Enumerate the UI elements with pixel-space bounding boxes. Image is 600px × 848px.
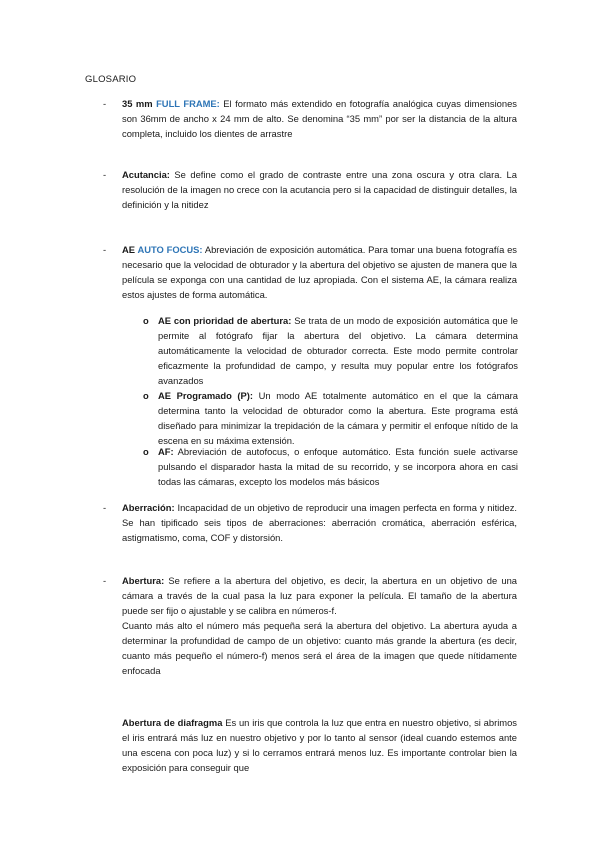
- sub-bullet: o: [143, 446, 149, 457]
- list-dash: -: [103, 169, 107, 180]
- term-label: Abertura:: [122, 575, 165, 586]
- definition-text: Abreviación de autofocus, o enfoque automático. Esta función suele activarse pulsando el disparador hasta la mitad de su recorrido, y se incorpora ahora en casi todas las cámaras, excepto los modelos más básicos: [158, 446, 518, 487]
- term-label: Aberración:: [122, 502, 175, 513]
- term-highlight: FULL FRAME:: [156, 98, 220, 109]
- definition-text: Se refiere a la abertura del objetivo, es decir, la abertura en un objetivo de una cámara a través de la cual pasa la luz para exponer la película. El tamaño de la abertura puede ser fijo o ajustable y se calibra en números-f.: [122, 575, 517, 616]
- term-label: Acutancia:: [122, 169, 170, 180]
- term-label: AE con prioridad de abertura:: [158, 315, 292, 326]
- entry-abertura-diafragma: [122, 715, 517, 775]
- definition-text-continued: Cuanto más alto el número más pequeña será la abertura del objetivo. La abertura ayuda a determinar la profundidad de campo de un objetivo: cuanto más grande la abertura (es decir, cuanto más pequeño el número-f) menos será el área de la imagen que quede nítidamente enfocada: [122, 620, 517, 676]
- definition-text: Un modo AE totalmente automático en el que la cámara determina tanto la velocidad de obturador como la abertura. Este programa está diseñado para minimizar la trepidación de la cámara y permitir el enfoque nítido de la escena en su máxima extensión.: [158, 390, 519, 446]
- definition-text: Abreviación de exposición automática. Para tomar una buena fotografía es necesario que la velocidad de obturador y la abertura del objetivo se ajusten de manera que la película se exponga con una cantidad de luz apropiada. Con el sistema AE, la cámara realiza estos ajustes de forma automática.: [122, 244, 517, 300]
- entry-acutancia: [122, 167, 517, 212]
- term-label: AF:: [158, 446, 174, 457]
- definition-text: Se define como el grado de contraste entre una zona oscura y otra clara. La resolución de la imagen no crece con la acutancia pero si la capacidad de distinguir detalles, la definición y la nitidez: [122, 169, 517, 210]
- sub-entry-ae-prioridad: [158, 313, 518, 388]
- list-dash: -: [103, 502, 107, 513]
- entry-ae-auto-focus: [122, 242, 517, 302]
- page-title: GLOSARIO: [85, 74, 137, 85]
- list-dash: -: [103, 98, 107, 109]
- term-label: AE Programado (P):: [158, 390, 254, 401]
- term-label: Abertura de diafragma: [122, 717, 223, 728]
- definition-text: Incapacidad de un objetivo de reproducir una imagen perfecta en forma y nitidez. Se han tipificado seis tipos de aberraciones: aberración cromática, aberración esférica, astigmatismo, coma, COF y distorsión.: [122, 502, 517, 543]
- entry-abertura: [122, 573, 517, 678]
- sub-bullet: o: [143, 390, 149, 401]
- term-label: 35 mm: [122, 98, 157, 109]
- entry-full-frame: [122, 96, 517, 141]
- entry-aberracion: [122, 500, 517, 545]
- list-dash: -: [103, 575, 107, 586]
- term-label: AE: [122, 244, 138, 255]
- sub-entry-af: [158, 444, 518, 489]
- sub-entry-ae-programado: [158, 388, 518, 448]
- definition-text: Se trata de un modo de exposición automática que le permite al fotógrafo fijar la abertura del objetivo. La cámara determina automáticamente la velocidad de obturador correcta. Este modo permite controlar eficazmente la profundidad de campo, y resulta muy popular entre los fotógrafos avanzados: [158, 315, 519, 386]
- definition-text: El formato más extendido en fotografía analógica cuyas dimensiones son 36mm de ancho x 24 mm de alto. Se denomina “35 mm” por ser la distancia de la altura completa, incluido los dientes de arrastre: [122, 98, 517, 139]
- list-dash: -: [103, 244, 107, 255]
- term-highlight: AUTO FOCUS:: [137, 244, 203, 255]
- sub-bullet: o: [143, 315, 149, 326]
- definition-text: Es un iris que controla la luz que entra en nuestro objetivo, si abrimos el iris entrará más luz en nuestro objetivo y por lo tanto al sensor (ideal cuando estemos ante una escena con poca luz) y si lo cerramos entrará menos luz. Es importante controlar bien la exposición para conseguir que: [122, 717, 517, 773]
